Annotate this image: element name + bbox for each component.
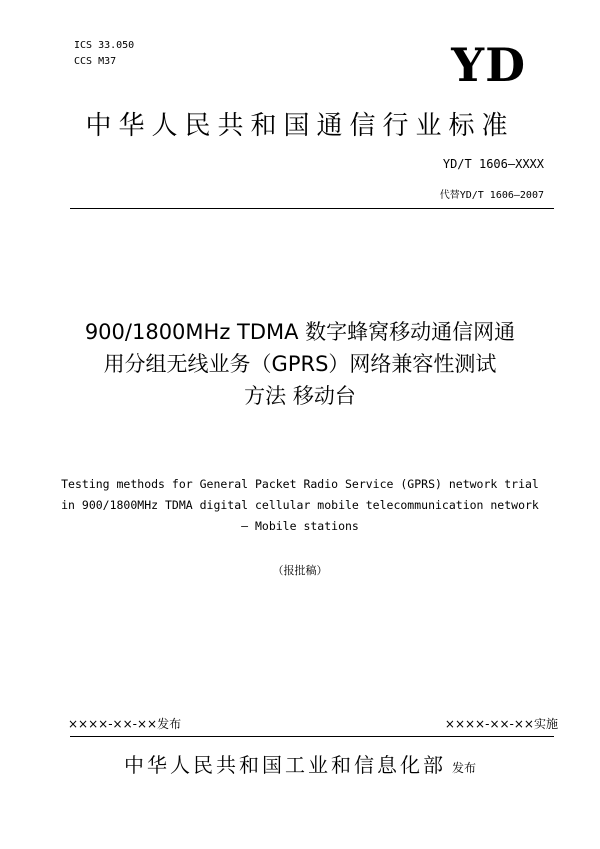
issuer-name: 中华人民共和国工业和信息化部: [123, 753, 446, 777]
title-cn-line: 用分组无线业务（GPRS）网络兼容性测试: [103, 352, 497, 376]
title-en-line: — Mobile stations: [241, 519, 359, 533]
classification-codes: [74, 38, 134, 70]
ccs-code: CCS M37: [74, 56, 117, 67]
title-en-line: in 900/1800MHz TDMA digital cellular mobile telecommunication network: [61, 498, 539, 512]
issuer-suffix: 发布: [451, 761, 476, 775]
title-cn-line: 900/1800MHz TDMA 数字蜂窝移动通信网通: [84, 320, 516, 344]
footer-divider: [70, 736, 554, 737]
title-cn-line: 方法 移动台: [244, 384, 356, 408]
draft-status: （报批稿）: [272, 564, 328, 577]
title-en-line: Testing methods for General Packet Radio Service (GPRS) network trial: [61, 477, 539, 491]
header-divider: [70, 208, 554, 209]
issue-date: ××××-××-××发布: [68, 717, 182, 731]
standard-title: 中华人民共和国通信行业标准: [85, 111, 515, 141]
effective-date: ××××-××-××实施: [444, 717, 558, 731]
yd-logo: YD: [451, 38, 526, 92]
issuer-line: [0, 749, 600, 778]
standard-number: YD/T 1606—XXXX: [442, 157, 544, 171]
document-title-en: [0, 474, 600, 537]
document-title-cn: [0, 316, 600, 412]
ics-code: ICS 33.050: [74, 40, 135, 51]
replaces-standard: 代替YD/T 1606—2007: [439, 190, 544, 201]
